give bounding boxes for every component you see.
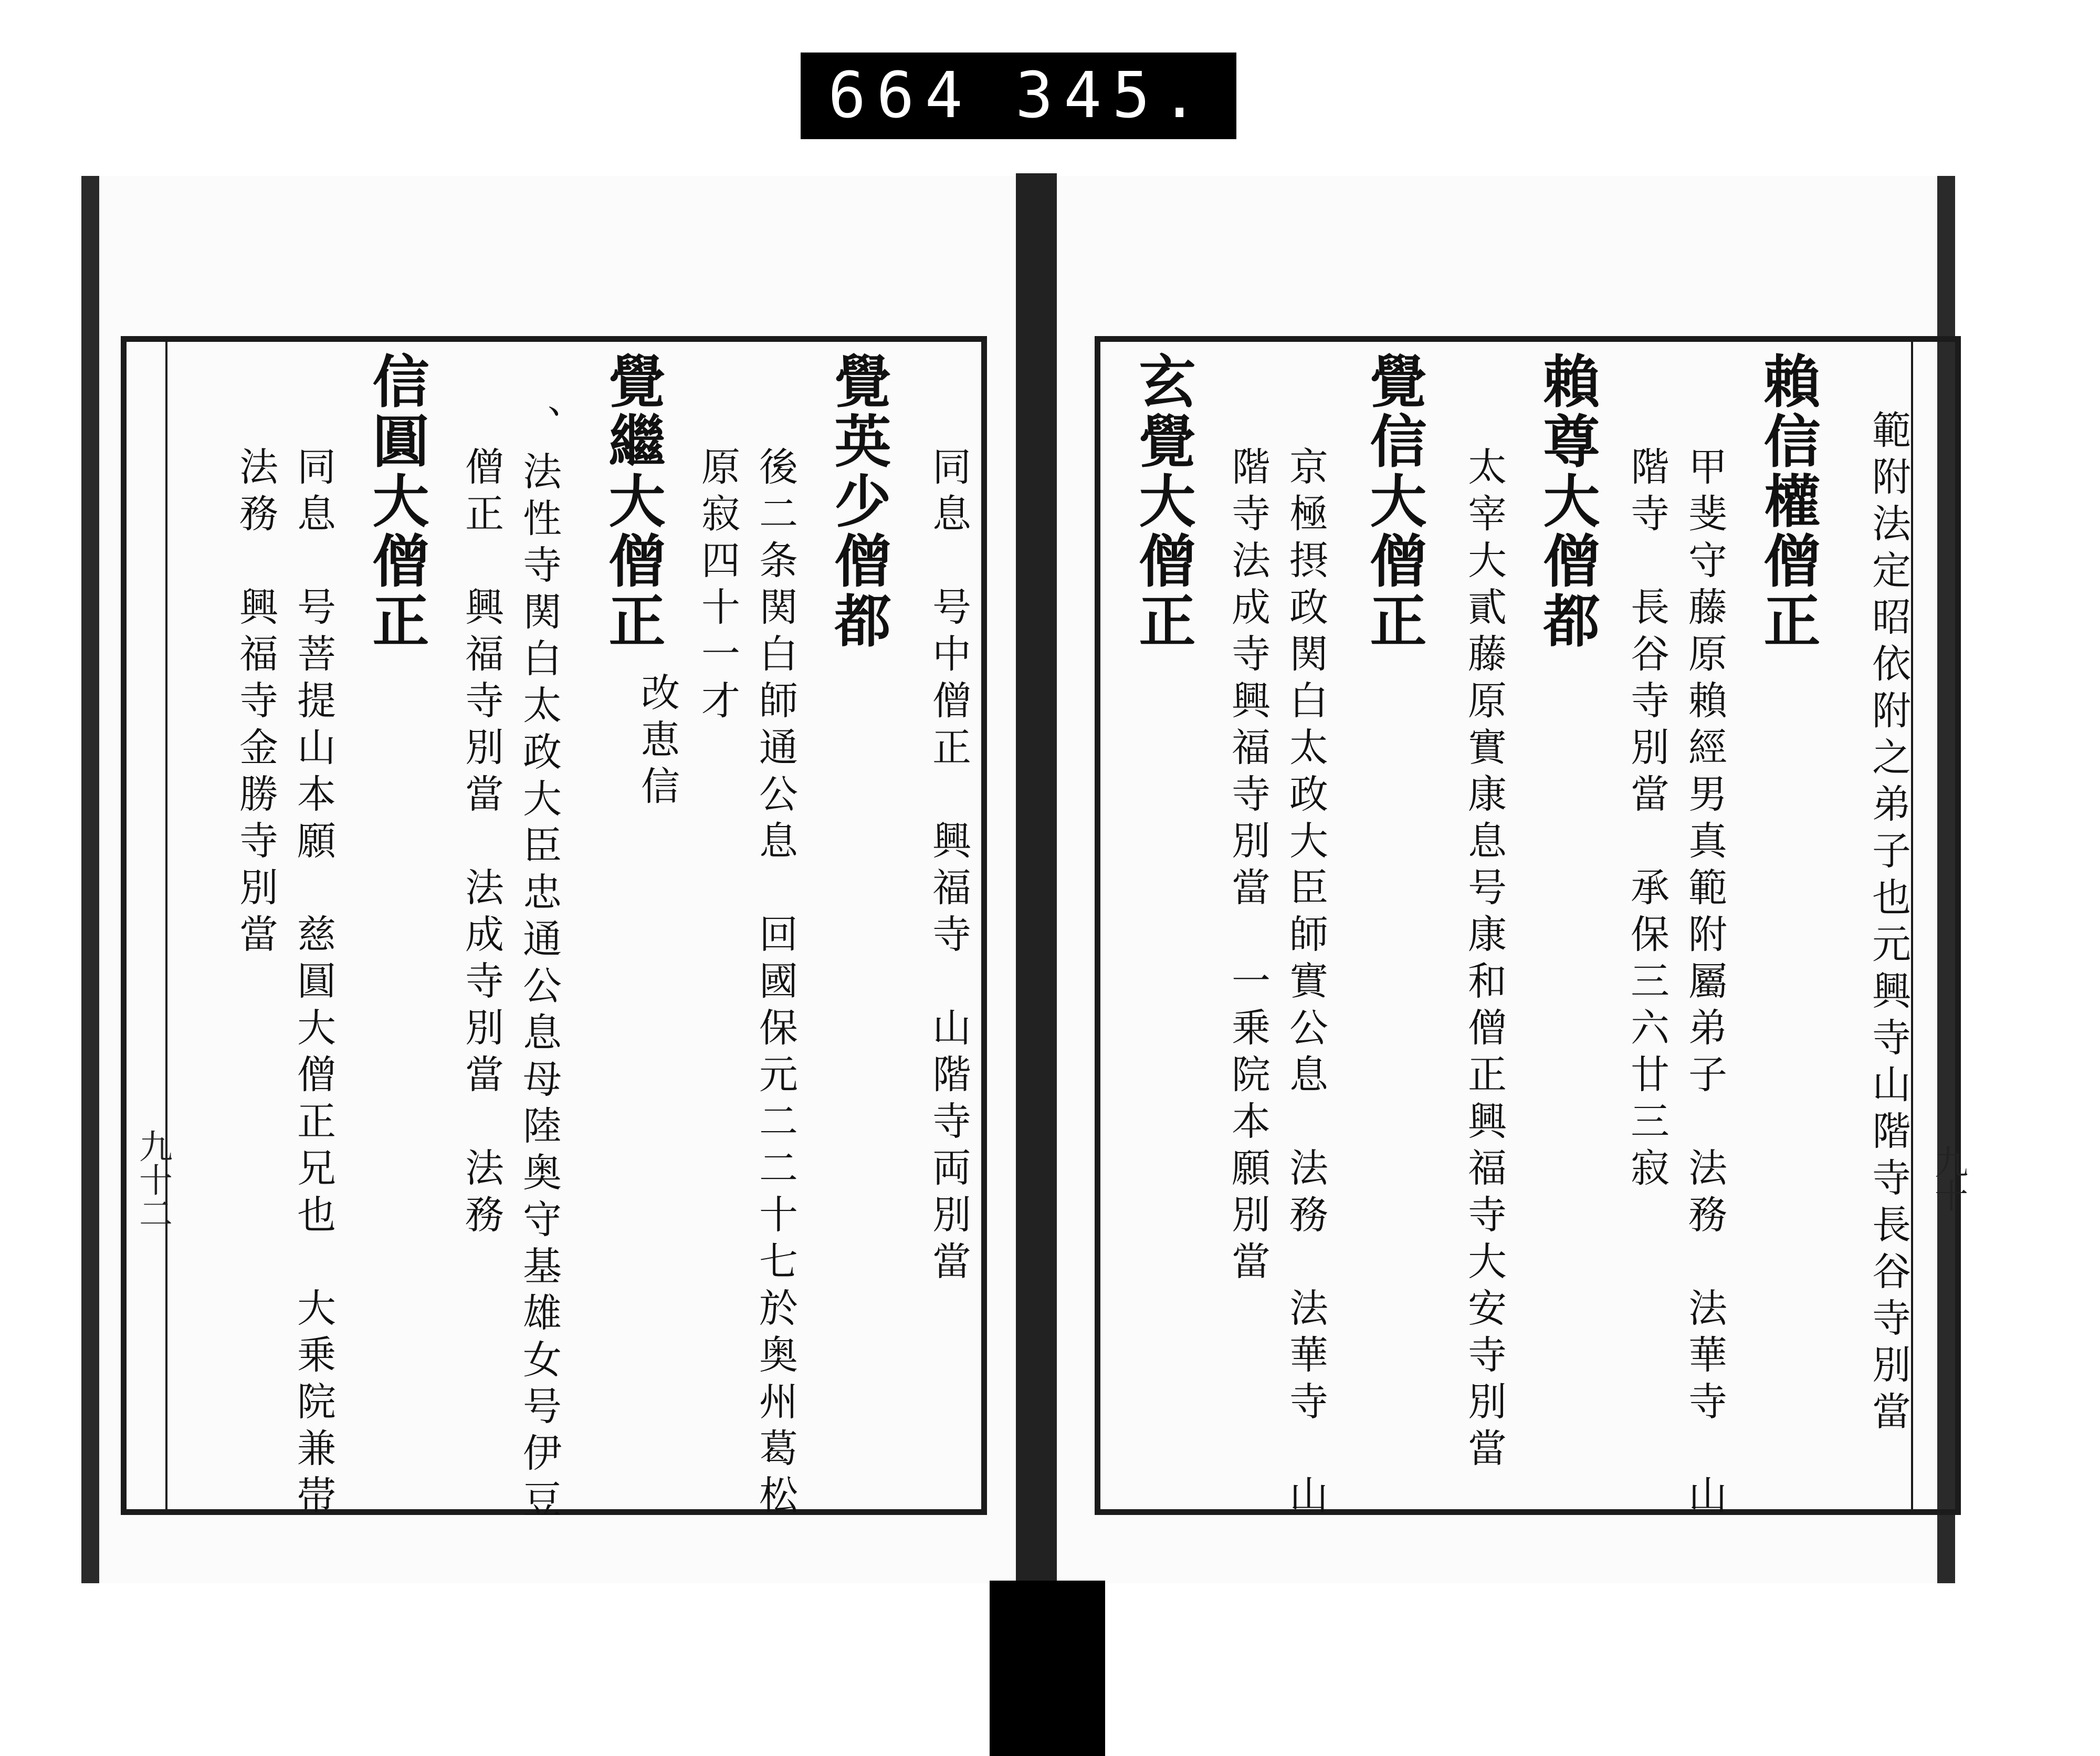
entry-heading: 覺英少僧都	[825, 352, 891, 651]
text-column: 後二条関白師通公息 回國保元二二十七於奥州葛松	[753, 446, 798, 1521]
text-column: 同息 号中僧正 興福寺 山階寺両別當	[926, 446, 971, 1288]
call-number-left: 664	[828, 59, 973, 132]
binding-shadow	[990, 1581, 1105, 1756]
left-margin-rule	[165, 341, 167, 1510]
text-column: 太宰大貳藤原實康息号康和僧正興福寺大安寺別當	[1462, 446, 1507, 1475]
entry-heading: 賴尊大僧都	[1534, 352, 1600, 651]
text-column: 、法性寺関白太政大臣忠通公息母陸奥守基雄女号伊豆	[517, 404, 562, 1526]
right-margin-rule	[1911, 341, 1913, 1510]
text-column: 法務 興福寺金勝寺別當	[233, 446, 278, 960]
text-column: 京極摂政関白太政大臣師實公息 法務 法華寺 山	[1283, 446, 1328, 1521]
text-column: 改恵信	[635, 672, 680, 812]
call-number-right: 345.	[1015, 59, 1209, 132]
right-text-frame	[1095, 336, 1961, 1515]
text-column: 同息 号菩提山本願 慈圓大僧正兄也 大乗院兼帯	[291, 446, 336, 1521]
text-column: 原寂四十一才	[695, 446, 740, 727]
archive-call-number	[801, 53, 1236, 139]
text-column: 階寺 長谷寺別當 承保三六廿三寂	[1624, 446, 1670, 1194]
text-column: 階寺法成寺興福寺別當 一乗院本願別當	[1225, 446, 1270, 1288]
page-number: 九十	[1929, 1145, 1968, 1212]
text-column: 僧正 興福寺別當 法成寺別當 法務	[459, 446, 504, 1241]
entry-heading: 玄覺大僧正	[1129, 352, 1195, 651]
entry-heading: 覺繼大僧正	[599, 352, 665, 651]
entry-heading: 信圓大僧正	[363, 352, 429, 651]
entry-heading: 覺信大僧正	[1360, 352, 1426, 651]
entry-heading: 賴信權僧正	[1754, 352, 1820, 651]
book-spine	[1016, 173, 1057, 1591]
page-number: 九十二	[133, 1129, 172, 1230]
text-column: 範附法定昭依附之弟子也元興寺山階寺長谷寺別當	[1866, 410, 1911, 1438]
text-column: 甲斐守藤原賴經男真範附屬弟子 法務 法華寺 山	[1682, 446, 1727, 1521]
